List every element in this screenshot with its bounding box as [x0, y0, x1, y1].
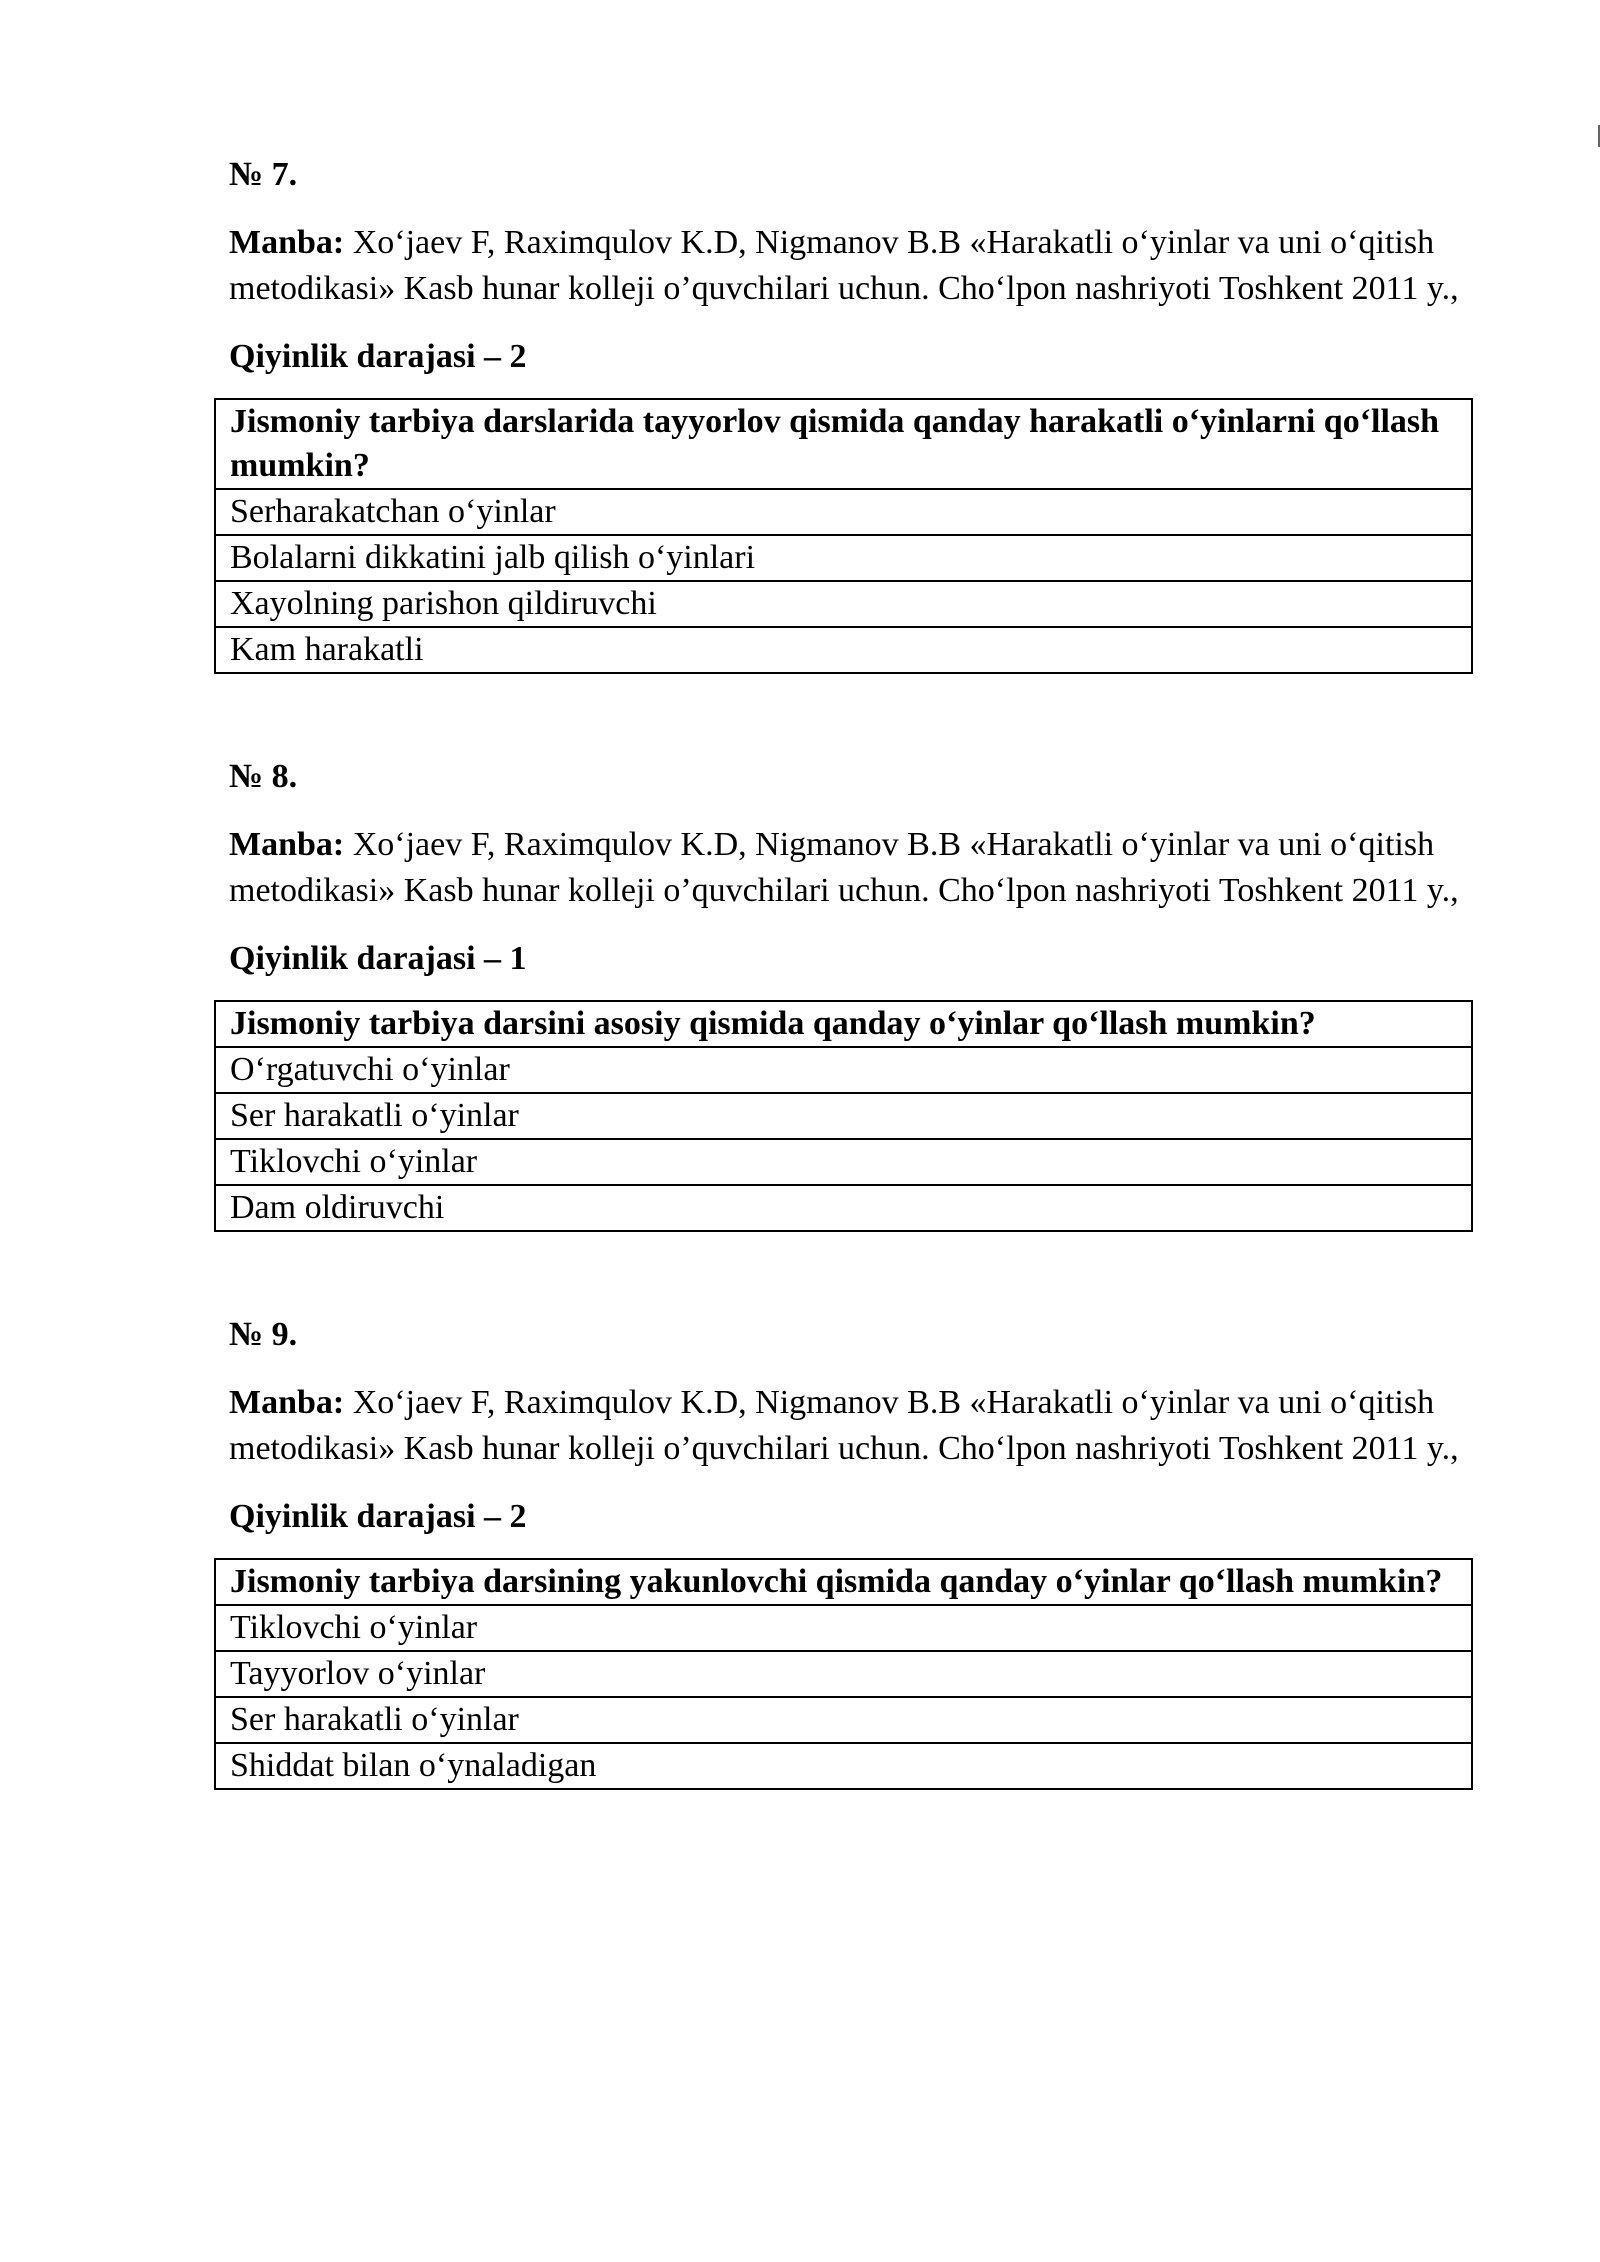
source-text: Xo‘jaev F, Raximqulov K.D, Nigmanov B.B «Harakatli o‘yinlar va uni o‘qitish metodikasi» Kasb hunar kolleji o’quvchilari uchun. Cho‘lpon nashriyoti Toshkent 2011 y.,: [229, 826, 1459, 909]
answer-option: Ser harakatli o‘yinlar: [215, 1697, 1472, 1743]
difficulty-level: Qiyinlik darajasi – 1: [229, 940, 527, 977]
answer-option: O‘rgatuvchi o‘yinlar: [215, 1047, 1472, 1093]
source-text: Xo‘jaev F, Raximqulov K.D, Nigmanov B.B «Harakatli o‘yinlar va uni o‘qitish metodikasi» Kasb hunar kolleji o’quvchilari uchun. Cho‘lpon nashriyoti Toshkent 2011 y.,: [229, 224, 1459, 307]
answer-option: Tayyorlov o‘yinlar: [215, 1651, 1472, 1697]
difficulty-level: Qiyinlik darajasi – 2: [229, 1498, 527, 1535]
document-page: [229, 152, 1471, 1870]
answer-option: Kam harakatli: [215, 627, 1472, 673]
question-table: [214, 1000, 1473, 1232]
table-row: [215, 581, 1472, 627]
table-row: [215, 399, 1472, 489]
table-row: [215, 489, 1472, 535]
question-table: [214, 398, 1473, 674]
question-block-8: [229, 754, 1471, 1232]
question-block-7: [229, 152, 1471, 674]
question-number: № 9.: [229, 1316, 298, 1353]
answer-option: Tiklovchi o‘yinlar: [215, 1605, 1472, 1651]
source-label: Manba:: [229, 1384, 345, 1421]
table-row: [215, 535, 1472, 581]
source-paragraph: [229, 822, 1471, 914]
question-number: № 8.: [229, 758, 298, 795]
table-row: [215, 1697, 1472, 1743]
question-text: Jismoniy tarbiya darslarida tayyorlov qismida qanday harakatli o‘yinlarni qo‘llash mumkin?: [215, 399, 1472, 489]
source-text: Xo‘jaev F, Raximqulov K.D, Nigmanov B.B «Harakatli o‘yinlar va uni o‘qitish metodikasi» Kasb hunar kolleji o’quvchilari uchun. Cho‘lpon nashriyoti Toshkent 2011 y.,: [229, 1384, 1459, 1467]
table-row: [215, 627, 1472, 673]
table-row: [215, 1001, 1472, 1047]
source-paragraph: [229, 1380, 1471, 1472]
source-label: Manba:: [229, 224, 345, 261]
table-row: [215, 1605, 1472, 1651]
table-row: [215, 1047, 1472, 1093]
difficulty-level: Qiyinlik darajasi – 2: [229, 338, 527, 375]
answer-option: Shiddat bilan o‘ynaladigan: [215, 1743, 1472, 1789]
table-row: [215, 1559, 1472, 1605]
answer-option: Dam oldiruvchi: [215, 1185, 1472, 1231]
answer-option: Ser harakatli o‘yinlar: [215, 1093, 1472, 1139]
question-block-9: [229, 1312, 1471, 1790]
source-paragraph: [229, 220, 1471, 312]
answer-option: Serharakatchan o‘yinlar: [215, 489, 1472, 535]
question-text: Jismoniy tarbiya darsining yakunlovchi qismida qanday o‘yinlar qo‘llash mumkin?: [215, 1559, 1472, 1605]
table-row: [215, 1651, 1472, 1697]
question-number: № 7.: [229, 156, 298, 193]
answer-option: Tiklovchi o‘yinlar: [215, 1139, 1472, 1185]
table-row: [215, 1185, 1472, 1231]
source-label: Manba:: [229, 826, 345, 863]
answer-option: Bolalarni dikkatini jalb qilish o‘yinlari: [215, 535, 1472, 581]
question-table: [214, 1558, 1473, 1790]
table-row: [215, 1139, 1472, 1185]
table-row: [215, 1093, 1472, 1139]
answer-option: Xayolning parishon qildiruvchi: [215, 581, 1472, 627]
table-row: [215, 1743, 1472, 1789]
question-text: Jismoniy tarbiya darsini asosiy qismida qanday o‘yinlar qo‘llash mumkin?: [215, 1001, 1472, 1047]
